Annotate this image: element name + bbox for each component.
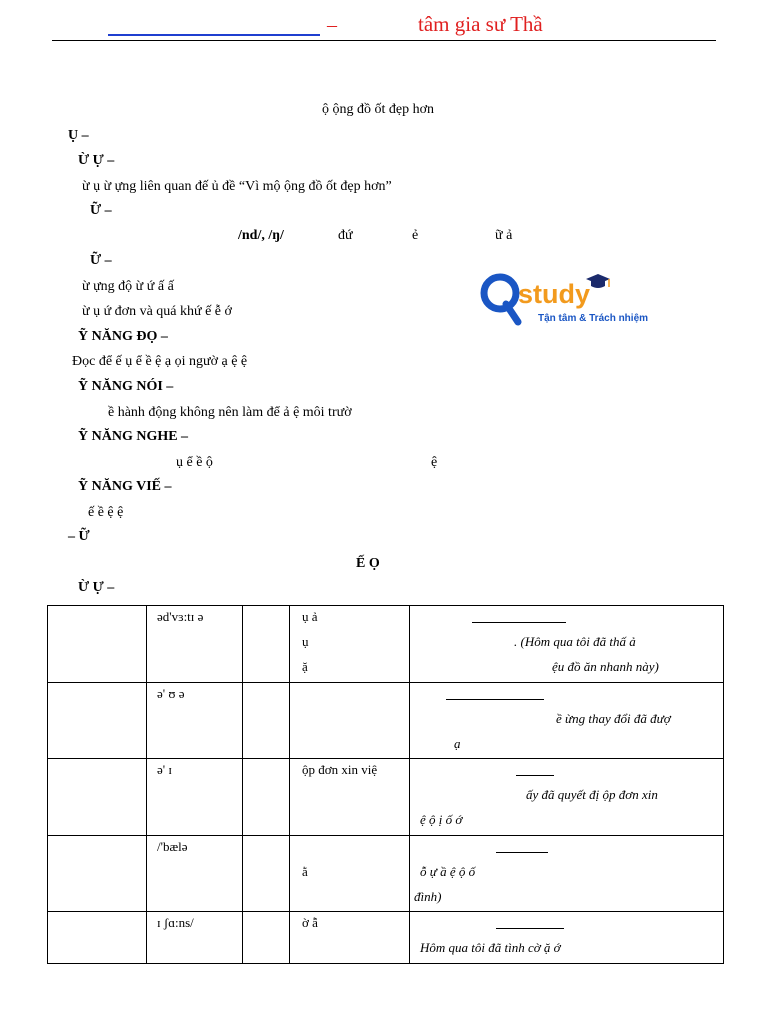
word-cell	[48, 683, 147, 759]
table-row	[48, 836, 724, 912]
example-text: ệ ộ ị ố ớ	[420, 812, 463, 827]
logo-tagline: Tận tâm & Trách nhiệm	[538, 313, 649, 324]
text-line: Ỹ NĂNG NGHE –	[78, 429, 189, 444]
logo-wordmark: study	[518, 279, 591, 309]
text-line: ừ ựng độ ừ ứ ấ ấ	[82, 279, 174, 294]
phonetic-cell	[147, 606, 243, 683]
word-cell	[48, 836, 147, 912]
text-line: ừ ụ ừ ựng liên quan đế ủ đề “Vì mộ ộng đồ ốt đẹp hơn”	[82, 179, 392, 194]
meaning-text: ặ	[302, 659, 308, 674]
word-cell	[48, 606, 147, 683]
meaning-text: ờ ẫ	[302, 915, 318, 930]
text-line: ữ ả	[495, 228, 513, 243]
text-line: Ừ Ự –	[78, 580, 115, 595]
text-line: Ỹ NĂNG NÓI –	[78, 379, 174, 394]
fill-in-blank[interactable]	[446, 699, 544, 700]
example-text: đình)	[414, 889, 442, 904]
example-cell	[410, 683, 724, 759]
phonetic-text: ə' ʊ ə	[157, 686, 185, 701]
type-cell	[243, 759, 290, 836]
fill-in-blank[interactable]	[496, 928, 564, 929]
text-line: ế ề ệ ệ	[88, 505, 124, 520]
table-row	[48, 759, 724, 836]
phonetic-text: ɪ ʃɑ:ns/	[157, 915, 194, 930]
meaning-text: ằ	[302, 864, 308, 879]
type-cell	[243, 912, 290, 964]
text-line: Ụ –	[68, 128, 89, 143]
fill-in-blank[interactable]	[496, 852, 548, 853]
table-row	[48, 606, 724, 683]
example-text: ệu đồ ăn nhanh này)	[552, 659, 659, 674]
fill-in-blank[interactable]	[516, 775, 554, 776]
example-text: ạ	[454, 736, 461, 751]
header-link[interactable]	[108, 34, 320, 36]
text-line: ệ	[431, 455, 438, 470]
text-line: Ừ Ự –	[78, 153, 115, 168]
meaning-cell	[290, 836, 410, 912]
meaning-text: ộp đơn xin việ	[302, 762, 378, 777]
text-line: ộ ộng đồ ốt đẹp hơn	[322, 102, 435, 117]
fill-in-blank[interactable]	[472, 622, 566, 623]
header-title: tâm gia sư Thầ	[418, 12, 543, 36]
table-row	[48, 683, 724, 759]
meaning-cell	[290, 912, 410, 964]
example-cell	[410, 836, 724, 912]
word-cell	[48, 759, 147, 836]
word-cell	[48, 912, 147, 964]
phonetic-cell	[147, 759, 243, 836]
phonetic-cell	[147, 836, 243, 912]
type-cell	[243, 606, 290, 683]
example-text: . (Hôm qua tôi đã thấ ả	[514, 634, 636, 649]
example-text: ỗ ự ầ ệ ộ ố	[420, 864, 476, 879]
text-line: đứ	[338, 228, 353, 243]
text-line: Ỹ NĂNG ĐỌ –	[78, 329, 168, 344]
example-text: ấy đã quyết đị ộp đơn xin	[526, 787, 658, 802]
phonetic-text: ə' ɪ	[157, 762, 172, 777]
text-line: Ế Ọ	[356, 556, 380, 571]
example-text: Hôm qua tôi đã tình cờ ặ ớ	[420, 940, 561, 955]
phonetic-cell	[147, 683, 243, 759]
type-cell	[243, 836, 290, 912]
phonetic-text: /'bælə	[157, 839, 188, 854]
text-line: Đọc để ế ụ ể ề ệ ạ ọi ngườ ạ ệ ệ	[72, 354, 248, 369]
type-cell	[243, 683, 290, 759]
text-line: ụ ể ề ộ	[176, 455, 213, 470]
text-line: – Ữ	[68, 529, 90, 544]
phonetic-cell	[147, 912, 243, 964]
header-divider	[52, 40, 716, 41]
text-line: ề hành động không nên làm để ả ệ môi trườ	[108, 405, 352, 420]
example-cell	[410, 759, 724, 836]
qstudy-logo	[478, 266, 658, 328]
meaning-text: ụ ả	[302, 609, 318, 624]
table-row	[48, 912, 724, 964]
phonetic-text: əd'vɜ:tɪ ə	[157, 609, 204, 624]
meaning-cell	[290, 683, 410, 759]
example-cell	[410, 606, 724, 683]
text-line: ẻ	[412, 228, 419, 243]
text-line: Ữ –	[90, 203, 112, 218]
text-line: /nd/, /ŋ/	[238, 228, 284, 243]
meaning-cell	[290, 606, 410, 683]
text-line: ừ ụ ứ đơn và quá khứ ế ễ ớ	[82, 304, 232, 319]
vocabulary-table	[47, 605, 724, 964]
example-cell	[410, 912, 724, 964]
example-text: ề ừng thay đổi đã đượ	[556, 711, 671, 726]
text-line: Ữ –	[90, 253, 112, 268]
meaning-cell	[290, 759, 410, 836]
meaning-text: ụ	[302, 634, 309, 649]
text-line: Ỹ NĂNG VIẾ –	[78, 479, 172, 494]
header-dash: –	[327, 14, 337, 36]
